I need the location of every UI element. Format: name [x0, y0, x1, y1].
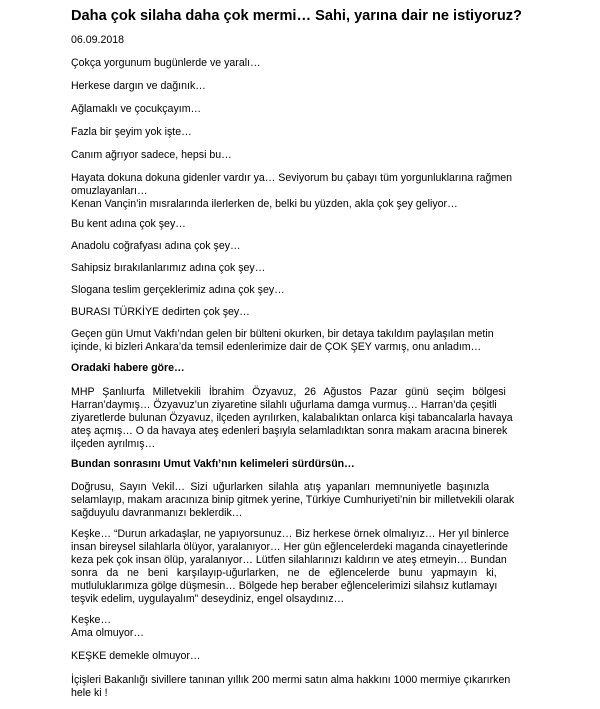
paragraph-13-line-1: MHP Şanlıurfa Milletvekili İbrahim Özyavuz, 26 Ağustos Pazar günü seçim bölgesi — [71, 386, 506, 398]
paragraph-4: Fazla bir şeyim yok işte… — [71, 126, 192, 138]
paragraph-12-line-2: içinde, ki bizleri Ankara’da temsil edenlerimize dair de ÇOK ŞEY varmış, onu anladım… — [71, 341, 482, 353]
paragraph-9: Sahipsiz bırakılanlarımız adına çok şey… — [71, 262, 266, 274]
paragraph-18-line-2: hele ki ! — [71, 687, 108, 699]
paragraph-14-line-2: selamlayıp, makam aracınıza binip gitmek yerine, Türkiye Cumhuriyeti’nin bir milletvekili olarak — [71, 494, 515, 506]
paragraph-13-line-5: ilçeden ayrılmış… — [71, 438, 156, 450]
paragraph-2: Herkese dargın ve dağınık… — [71, 80, 206, 92]
paragraph-12 — [71, 328, 526, 354]
paragraph-11: BURASI TÜRKİYE dedirten çok şey… — [71, 306, 250, 318]
paragraph-18-line-1: İçişleri Bakanlığı sivillere tanınan yıllık 200 mermi satın alma hakkını 1000 mermiye çıkarırken — [71, 674, 511, 686]
article-title: Daha çok silaha daha çok mermi… Sahi, yarına dair ne istiyoruz? — [71, 8, 522, 24]
paragraph-18 — [71, 674, 526, 700]
paragraph-8: Anadolu coğrafyası adına çok şey… — [71, 240, 241, 252]
section-heading-1: Oradaki habere göre… — [71, 362, 185, 374]
paragraph-10: Slogana teslim gerçeklerimiz adına çok şey… — [71, 284, 285, 296]
paragraph-15-line-3: keza pek çok insan ölüp, yaralanıyor… Lütfen silahlarınızı kaldırın ve ateş etmeyin… Bundan — [71, 554, 507, 566]
paragraph-15-line-6: teşvik edelim, uygulayalım” deseydiniz, engel olsaydınız… — [71, 593, 345, 605]
paragraph-13-line-3: ziyaretlerde bulunan Özyavuz, ilçeden ayrılırken, kalabalıktan onlarca kişi tabancalarla havaya — [71, 412, 513, 424]
paragraph-1: Çokça yorgunum bugünlerde ve yaralı… — [71, 57, 261, 69]
paragraph-14-line-1: Doğrusu, Sayın Vekil… Sizi uğurlarken silahla atış yapanları memnuniyetle başınızla — [71, 481, 490, 493]
paragraph-13 — [71, 386, 526, 451]
paragraph-13-line-4: ateş açmış… O da havaya ateş edenleri başıyla selamladıktan sonra makam aracına binerek — [71, 425, 508, 437]
paragraph-6-line-1: Hayata dokuna dokuna gidenler vardır ya… Seviyorum bu çabayı tüm yorgunluklarına rağmen — [71, 172, 513, 184]
paragraph-6-line-3: Kenan Vançin’in mısralarında ilerlerken de, belki bu yüzden, akla çok şey geliyor… — [71, 198, 458, 210]
paragraph-15-line-2: insan bireysel silahlarla ölüyor, yaralanıyor… Her gün eğlencelerdeki maganda cinayetlerinde — [71, 541, 508, 553]
paragraph-16-line-1: Keşke… — [71, 614, 112, 626]
article-date: 06.09.2018 — [71, 34, 125, 46]
paragraph-14 — [71, 481, 526, 520]
paragraph-6-line-2: omuzlayanları… — [71, 185, 148, 197]
section-heading-2: Bundan sonrasını Umut Vakfı’nın kelimeleri sürdürsün… — [71, 458, 355, 470]
paragraph-16-line-2: Ama olmuyor… — [71, 627, 144, 639]
paragraph-14-line-3: sağduyulu davranmanızı beklerdik… — [71, 507, 243, 519]
paragraph-17: KEŞKE demekle olmuyor… — [71, 650, 201, 662]
paragraph-15-line-4: sonra da ne beni karşılayıp-uğurlarken, ne de eğlencelerde bunu yapmayın ki, — [71, 567, 497, 579]
paragraph-13-line-2: Harran’daymış… Özyavuz’un ziyaretine silahlı uğurlama damga vurmuş… Harran’da çeşitli — [71, 399, 497, 411]
paragraph-7: Bu kent adına çok şey… — [71, 218, 186, 230]
paragraph-15-line-5: mutluluklarımıza gölge düşmesin… Bölgede hep beraber eğlencelerimizi silahsız kutlamayı — [71, 580, 498, 592]
paragraph-15-line-1: Keşke… “Durun arkadaşlar, ne yapıyorsunuz… Biz herkese örnek olmalıyız… Her yıl binlerce — [71, 528, 510, 540]
paragraph-16 — [71, 614, 526, 640]
paragraph-3: Ağlamaklı ve çocukçayım… — [71, 103, 202, 115]
paragraph-6 — [71, 172, 526, 211]
paragraph-15 — [71, 528, 526, 606]
paragraph-12-line-1: Geçen gün Umut Vakfı’ndan gelen bir bülteni okurken, bir detaya takıldım paylaşılan metin — [71, 328, 494, 340]
paragraph-5: Canım ağrıyor sadece, hepsi bu… — [71, 149, 232, 161]
